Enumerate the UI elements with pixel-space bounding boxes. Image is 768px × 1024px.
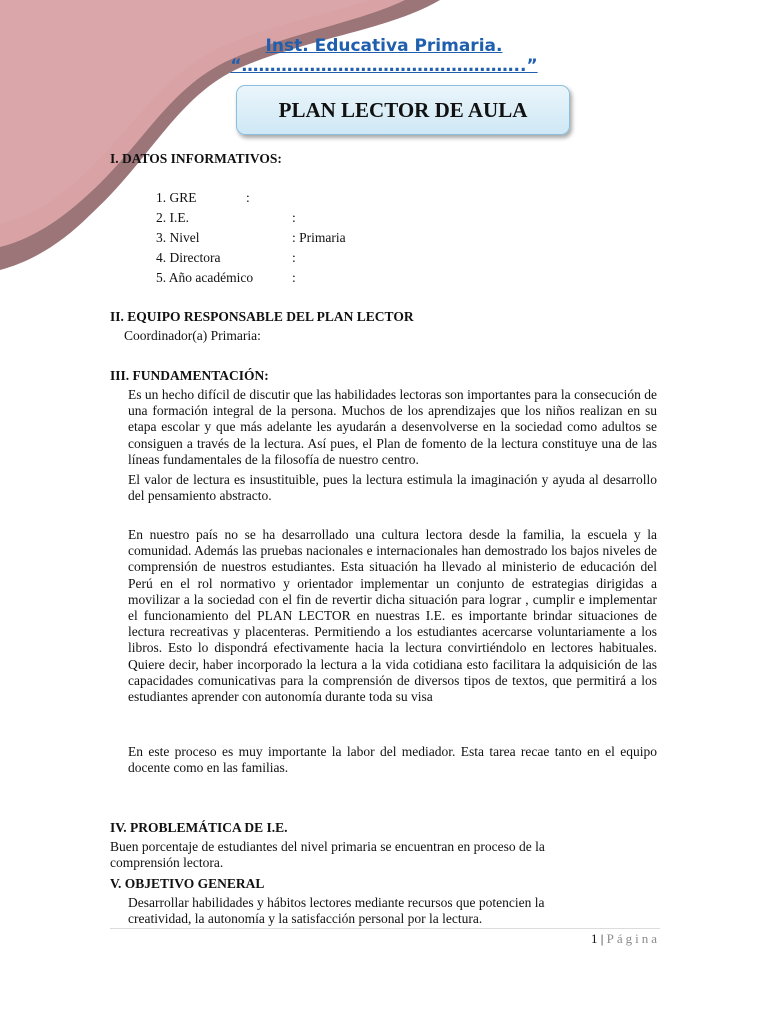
field-value: : xyxy=(292,270,296,285)
paragraph: El valor de lectura es insustituible, pues la lectura estimula la imaginación y ayuda al desarrollo del pensamiento abstracto. xyxy=(128,472,657,504)
section-heading-problematica: IV. PROBLEMÁTICA DE I.E. xyxy=(110,820,288,835)
field-label: 5. Año académico xyxy=(156,270,254,285)
field-value: : xyxy=(246,190,250,205)
institution-name-placeholder: “…………………………………………..” xyxy=(230,56,538,76)
paragraph: Es un hecho difícil de discutir que las habilidades lectoras son importantes para la consecución de una formación integral de la persona. Muchos de los aprendizajes que los niños realizan en su etapa escolar y que más adelante les ayudarán a desenvolverse en la sociedad como adultos se consiguen a través de la lectura. Así pues, el Plan de fomento de la lectura constituye una de las líneas fundamentales de la filosofía de nuestro centro. xyxy=(128,387,657,467)
section-heading-datos: I. DATOS INFORMATIVOS: xyxy=(110,151,282,166)
footer-divider xyxy=(110,928,660,929)
document-title: PLAN LECTOR DE AULA xyxy=(236,85,570,135)
field-value: : Primaria xyxy=(292,230,346,245)
field-label: 3. Nivel xyxy=(156,230,200,245)
page-number: 1 xyxy=(591,931,598,946)
paragraph: En este proceso es muy importante la labor del mediador. Esta tarea recae tanto en el equipo docente como en las familias. xyxy=(128,744,657,776)
field-label: 1. GRE xyxy=(156,190,197,205)
paragraph: En nuestro país no se ha desarrollado una cultura lectora desde la familia, la escuela y la comunidad. Además las pruebas nacionales e internacionales han demostrado los bajos niveles de comprensión de nuestros estudiantes. Esta situación ha llevado al ministerio de educación del Perú en el rol normativo y orientador implementar un conjunto de estrategias dirigidas a movilizar a la sociedad con el fin de revertir dicha situación para lograr , cumplir e implementar el funcionamiento del PLAN LECTOR en nuestras I.E. es importante brindar situaciones de lectura recreativas y placenteras. Permitiendo a los estudiantes acercarse voluntariamente a los libros. Esto lo dispondrá efectivamente hacia la lectura convirtiéndolo en lectores habituales. Quiere decir, haber incorporado la lectura a la vida cotidiana esto facilitara la adquisición de las capacidades comunicativas para la comprensión de diversos tipos de textos, que permitirá a los estudiantes aprender con autonomía durante toda su visa xyxy=(128,527,657,705)
section-heading-equipo: II. EQUIPO RESPONSABLE DEL PLAN LECTOR xyxy=(110,309,414,324)
field-value: : xyxy=(292,210,296,225)
page-separator: | xyxy=(600,931,604,946)
field-value: : xyxy=(292,250,296,265)
field-label: 2. I.E. xyxy=(156,210,189,225)
section-heading-objetivo: V. OBJETIVO GENERAL xyxy=(110,876,265,891)
institution-heading: Inst. Educativa Primaria. xyxy=(265,36,503,56)
coordinator-line: Coordinador(a) Primaria: xyxy=(124,328,261,343)
problem-text: Buen porcentaje de estudiantes del nivel primaria se encuentran en proceso de la comprensión lectora. xyxy=(110,839,545,871)
section-heading-fundamentacion: III. FUNDAMENTACIÓN: xyxy=(110,368,269,383)
objective-text: Desarrollar habilidades y hábitos lectores mediante recursos que potencien la creatividad, la autonomía y la satisfacción personal por la lectura. xyxy=(128,895,545,927)
page-footer xyxy=(591,931,660,947)
field-label: 4. Directora xyxy=(156,250,221,265)
page-word: Página xyxy=(606,931,660,946)
